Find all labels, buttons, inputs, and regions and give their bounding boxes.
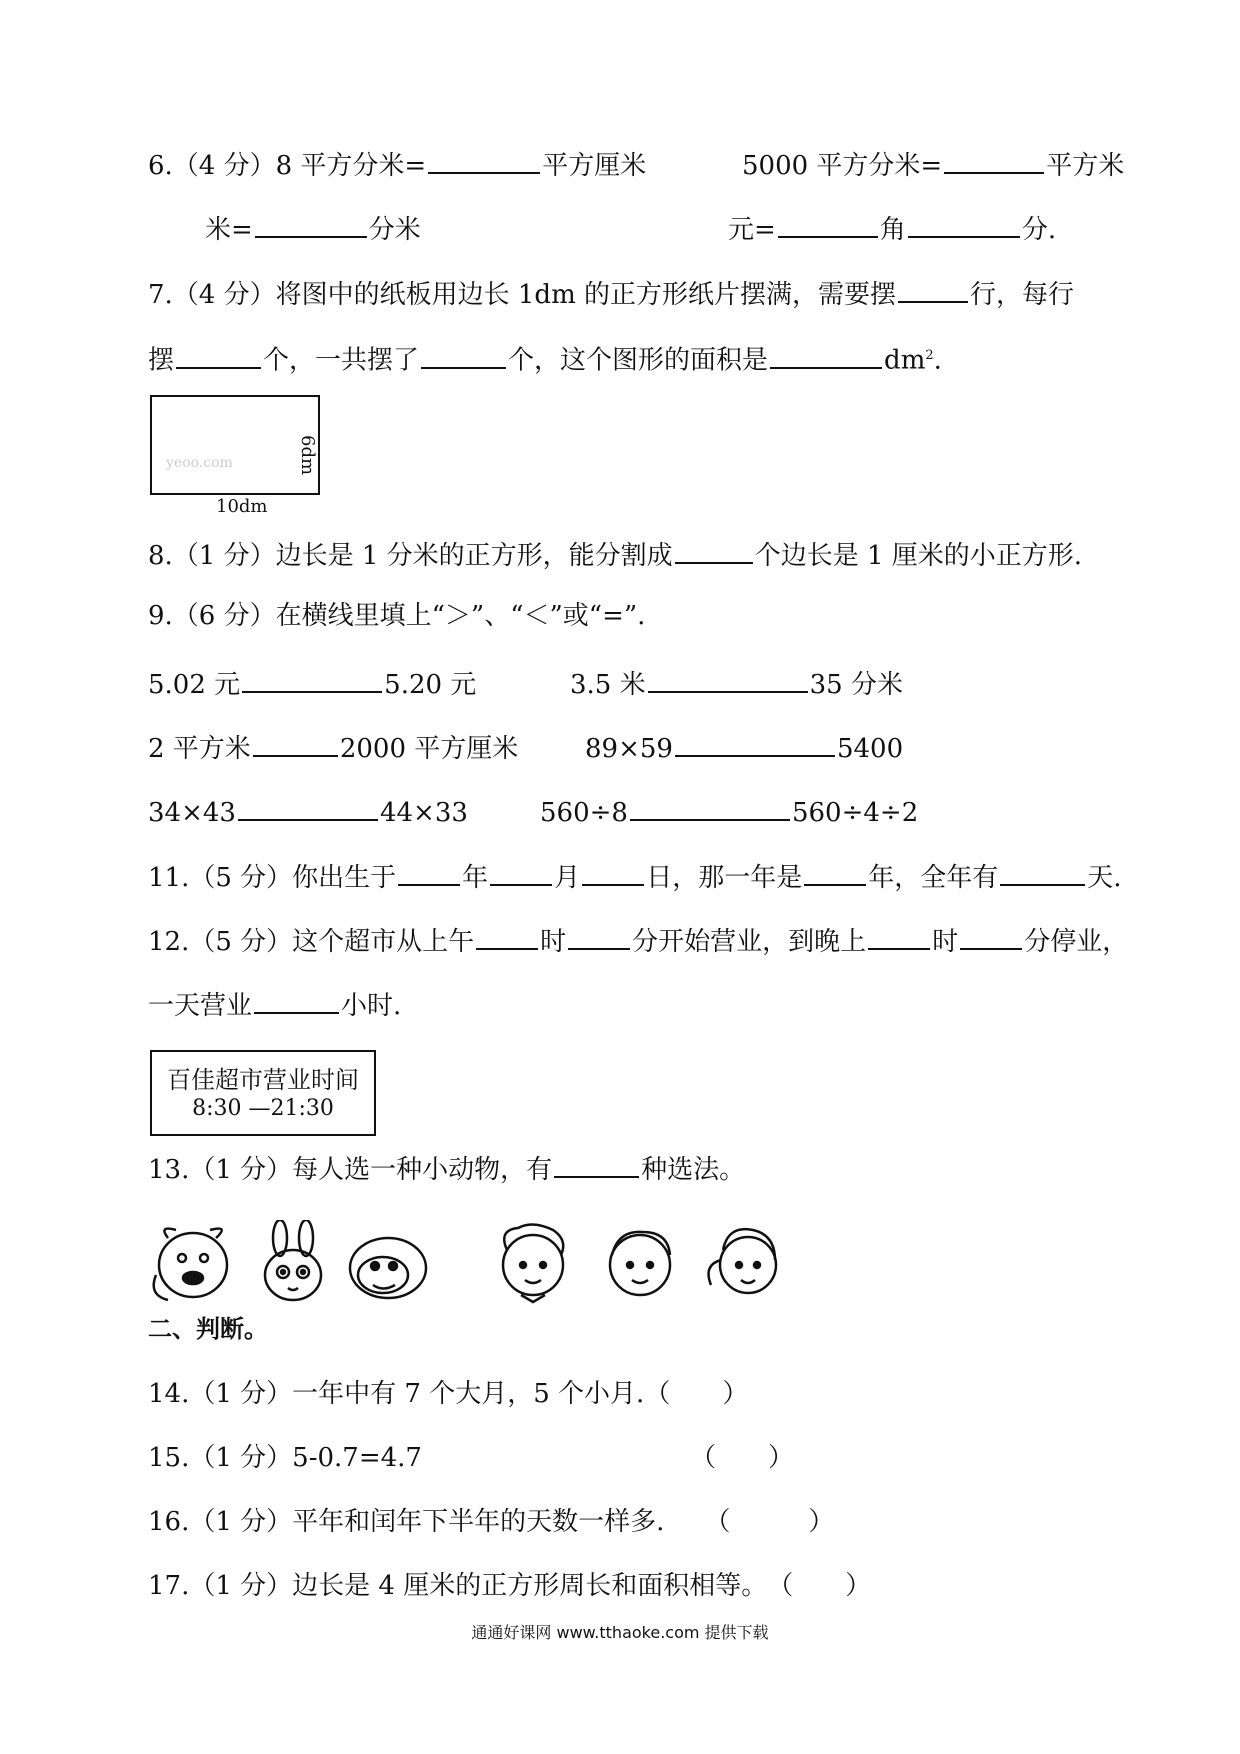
q8-text-a: 8.（1 分）边长是 1 分米的正方形，能分割成: [148, 541, 673, 571]
q6-text-d: 平方米: [1046, 151, 1125, 181]
q9-item: 560÷4÷2: [791, 798, 919, 828]
q13-text: 种选法。: [641, 1155, 746, 1185]
answer-blank[interactable]: [804, 858, 866, 886]
answer-blank[interactable]: [770, 341, 882, 369]
watermark: yeoo.com: [166, 455, 233, 471]
answer-blank[interactable]: [398, 858, 460, 886]
q7-text-f: dm: [884, 345, 926, 376]
q11-line: [148, 858, 1121, 894]
footer: 通通好课网 www.tthaoke.com 提供下载: [471, 1623, 769, 1642]
q6-line1: [148, 146, 646, 182]
q12-line2: [148, 986, 401, 1022]
q7-text-c: 摆: [148, 345, 175, 376]
q12-text: 时: [932, 927, 959, 957]
q9-item: 34×43: [148, 798, 236, 828]
q11-text: 月: [554, 863, 581, 893]
q9-row3: [148, 793, 468, 829]
sign-time: 8:30 —21:30: [192, 1096, 334, 1121]
q7-text-d: 个，一共摆了: [263, 345, 420, 376]
q12-text: 分停业，: [1024, 927, 1129, 957]
q8-text-b: 个边长是 1 厘米的小正方形.: [754, 541, 1083, 571]
q6-line2-right: [728, 210, 1056, 246]
q9-item: 2000 平方厘米: [339, 734, 519, 764]
answer-blank[interactable]: [898, 275, 968, 303]
q11-text: 天.: [1087, 863, 1122, 893]
answer-blank[interactable]: [675, 729, 835, 757]
boy-icon: [610, 1232, 670, 1295]
q17-text: 17.（1 分）边长是 4 厘米的正方形周长和面积相等。: [148, 1571, 768, 1601]
answer-blank[interactable]: [630, 793, 790, 821]
q11-text: 年: [462, 863, 489, 893]
q9-item: 560÷8: [540, 798, 628, 828]
q12-line1: [148, 922, 1128, 958]
q9-row1-right: [570, 665, 903, 701]
q9-item: 5.02 元: [148, 670, 241, 700]
girl-icon: [503, 1224, 563, 1302]
q15-line: [148, 1442, 422, 1474]
q7-superscript: 2: [925, 348, 934, 363]
answer-blank[interactable]: [421, 341, 506, 369]
q6-line2: [205, 210, 421, 246]
answer-blank[interactable]: [1000, 858, 1085, 886]
q11-text: 11.（5 分）你出生于: [148, 863, 397, 893]
q9-row3-right: [540, 793, 918, 829]
q6-text-e: 米=: [205, 215, 253, 245]
answer-blank[interactable]: [490, 858, 552, 886]
q12-text: 时: [540, 927, 567, 957]
q16-text: 16.（1 分）平年和闰年下半年的天数一样多.: [148, 1507, 665, 1537]
answer-blank[interactable]: [868, 922, 930, 950]
answer-blank[interactable]: [253, 729, 338, 757]
q9-item: 89×59: [585, 734, 673, 764]
sign-title: 百佳超市营业时间: [167, 1066, 359, 1094]
q7-text-b: 行，每行: [969, 280, 1074, 310]
q17-line: [148, 1570, 871, 1602]
q7-text-e: 个，这个图形的面积是: [508, 345, 769, 376]
answer-blank[interactable]: [568, 922, 630, 950]
height-label: 6dm: [297, 435, 318, 476]
q9-item: 5.20 元: [384, 670, 477, 700]
q7-line2: [148, 340, 942, 377]
answer-blank[interactable]: [476, 922, 538, 950]
answer-blank[interactable]: [960, 922, 1022, 950]
answer-parentheses[interactable]: （ ）: [704, 1507, 835, 1537]
q6-text-a: 6.（4 分）8 平方分米=: [148, 151, 427, 181]
answer-parentheses[interactable]: （ ）: [644, 1379, 749, 1409]
answer-blank[interactable]: [176, 341, 261, 369]
answer-blank[interactable]: [778, 210, 878, 238]
section-heading: 二、判断。: [148, 1315, 268, 1343]
cardboard-rectangle: [150, 395, 320, 495]
q15-text: 15.（1 分）5-0.7=4.7: [148, 1443, 422, 1473]
q6-text-i: 分.: [1021, 215, 1057, 245]
q14-line: [148, 1378, 748, 1410]
q6-text-g: 元=: [728, 215, 776, 245]
q13-text: 13.（1 分）每人选一种小动物，有: [148, 1155, 553, 1185]
rabbit-icon: [265, 1220, 321, 1300]
q11-text: 日，那一年是: [646, 863, 803, 893]
q14-text: 14.（1 分）一年中有 7 个大月，5 个小月.: [148, 1379, 645, 1409]
store-hours-sign: [150, 1050, 376, 1136]
q7-text-g: .: [933, 345, 942, 376]
q9-item: 2 平方米: [148, 734, 251, 764]
q9-row2: [148, 729, 518, 765]
q6-text-b: 平方厘米: [542, 151, 647, 181]
q7-text-a: 7.（4 分）将图中的纸板用边长 1dm 的正方形纸片摆满，需要摆: [148, 280, 896, 310]
q6-text-c: 5000 平方分米=: [742, 151, 943, 181]
q13-line: [148, 1150, 745, 1186]
width-label: 10dm: [216, 496, 268, 517]
girl-icon: [709, 1229, 776, 1293]
answer-blank[interactable]: [554, 1150, 639, 1178]
answer-blank[interactable]: [254, 986, 339, 1014]
answer-blank[interactable]: [908, 210, 1020, 238]
answer-blank[interactable]: [648, 665, 808, 693]
answer-parentheses[interactable]: （ ）: [767, 1571, 872, 1601]
q9-row1: [148, 665, 476, 701]
answer-blank[interactable]: [675, 536, 753, 564]
q9-row2-right: [585, 729, 903, 765]
q12-text: 分开始营业，到晚上: [632, 927, 867, 957]
q7-line1: [148, 275, 1074, 311]
q6-line1-right: [742, 146, 1124, 182]
q12-text: 一天营业: [148, 991, 253, 1021]
dog-icon: [154, 1229, 227, 1300]
q9-item: 3.5 米: [570, 670, 646, 700]
q16-line: [148, 1506, 834, 1538]
animals-and-children-illustration: [148, 1220, 808, 1310]
answer-blank[interactable]: [238, 793, 378, 821]
monkey-icon: [350, 1238, 426, 1298]
answer-blank[interactable]: [255, 210, 367, 238]
q8-line: [148, 536, 1082, 572]
q12-text: 小时.: [341, 991, 402, 1021]
q9-item: 5400: [836, 734, 904, 764]
answer-blank[interactable]: [242, 665, 382, 693]
q9-title: 9.（6 分）在横线里填上“＞”、“＜”或“=”.: [148, 601, 646, 631]
answer-blank[interactable]: [944, 146, 1044, 174]
q15-paren[interactable]: （ ）: [690, 1443, 795, 1473]
answer-blank[interactable]: [582, 858, 644, 886]
q12-text: 12.（5 分）这个超市从上午: [148, 927, 475, 957]
q9-item: 35 分米: [809, 670, 903, 700]
q6-text-f: 分米: [368, 215, 421, 245]
q6-text-h: 角: [879, 215, 906, 245]
q9-item: 44×33: [379, 798, 468, 828]
q11-text: 年，全年有: [868, 863, 999, 893]
answer-blank[interactable]: [428, 146, 540, 174]
